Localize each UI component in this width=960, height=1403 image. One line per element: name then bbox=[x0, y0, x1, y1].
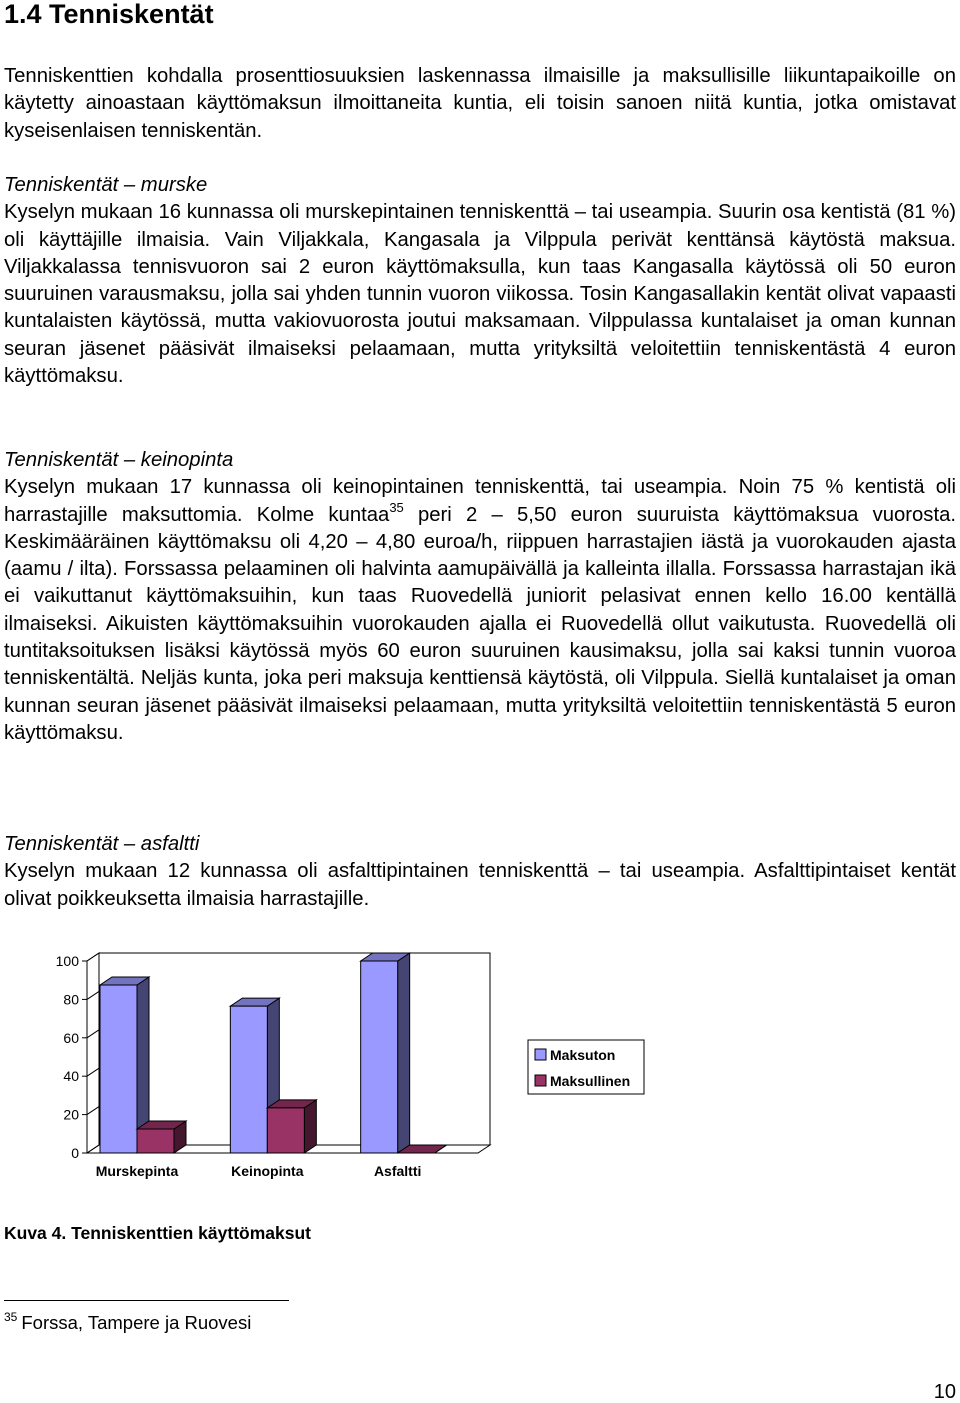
keinopinta-paragraph bbox=[4, 447, 956, 747]
legend-swatch bbox=[535, 1075, 546, 1086]
footnote-reference: 35 bbox=[389, 499, 404, 515]
x-category-label: Murskepinta bbox=[95, 1163, 179, 1179]
asfaltti-paragraph bbox=[4, 831, 956, 913]
legend-label: Maksullinen bbox=[550, 1073, 631, 1089]
footnote-text: Forssa, Tampere ja Ruovesi bbox=[21, 1312, 252, 1333]
y-tick-label: 0 bbox=[71, 1145, 79, 1161]
bar-maksullinen-murskepinta bbox=[137, 1129, 174, 1153]
legend-swatch bbox=[535, 1049, 546, 1060]
bar-side bbox=[398, 953, 410, 1153]
intro-paragraph: Tenniskenttien kohdalla prosenttiosuuksien laskennassa ilmaisille ja maksullisille liikuntapaikoille on käytetty ainoastaan käyttömaksun ilmoittaneita kuntia, eli toisin sanoen niitä kuntia, jotka omistavat kyseisenlaisen tenniskentän. bbox=[4, 65, 956, 142]
y-tick-label: 20 bbox=[63, 1106, 79, 1123]
keinopinta-text-end: peri 2 – 5,50 euron suuruista käyttömaksua vuorosta. Keskimääräinen käyttömaksu oli 4,20 – 4,80 euroa/h, riippuen harrastajien iästä ja vuorokauden ajasta (aamu / ilta). Forssassa pelaaminen oli halvinta aamupäivällä ja kalleinta illalla. Forssassa harrastajan ikä ei vaikuttanut käyttömaksuihin, kun taas Ruovedellä juniorit pelasivat ennen kello 16.00 kentällä ilmaiseksi. Aikuisten käyttömaksuihin vuorokauden ajalla ei Ruovedellä ollut vaikutusta. Ruovedellä oli tuntitaksoituksen lisäksi käytössä myös 60 euron suuruinen kausimaksu, jolla sai kaksi tunnin vuoroa tenniskentältä. Neljäs kunta, joka peri maksuja kenttiensä käytöstä, oli Vilppula. Siellä kuntalaiset ja oman kunnan seuran jäsenet pääsivät ilmaiseksi pelaamaan, mutta yrityksiltä veloitettiin tenniskentästä 5 euron käyttömaksu. bbox=[4, 503, 957, 744]
section-heading: 1.4 Tenniskentät bbox=[4, 0, 214, 29]
murske-subheading: Tenniskentät – murske bbox=[4, 174, 208, 196]
murske-paragraph bbox=[4, 172, 956, 390]
footnote-divider bbox=[4, 1300, 289, 1301]
chart-side-wall bbox=[87, 953, 99, 1153]
bar-maksuton-keinopinta bbox=[230, 1006, 267, 1153]
footnote-number: 35 bbox=[4, 1310, 18, 1324]
bar-maksuton-murskepinta bbox=[100, 985, 137, 1153]
y-tick-label: 40 bbox=[63, 1068, 79, 1085]
x-category-label: Keinopinta bbox=[231, 1163, 304, 1179]
y-tick-label: 80 bbox=[63, 991, 79, 1008]
y-tick-label: 100 bbox=[55, 953, 79, 969]
bar-maksullinen-keinopinta bbox=[267, 1108, 304, 1153]
asfaltti-subheading: Tenniskentät – asfaltti bbox=[4, 833, 200, 855]
keinopinta-text-start: Kyselyn mukaan 17 kunnassa oli keinopintainen tenniskenttä, tai useampia. Noin 75 % kentistä oli harrastajille maksuttomia. Kolme kuntaa bbox=[4, 476, 956, 526]
x-category-label: Asfaltti bbox=[373, 1163, 422, 1179]
keinopinta-subheading: Tenniskentät – keinopinta bbox=[4, 449, 234, 471]
figure-caption: Kuva 4. Tenniskenttien käyttömaksut bbox=[4, 1223, 311, 1243]
page-number: 10 bbox=[933, 1381, 956, 1403]
legend-label: Maksuton bbox=[550, 1047, 616, 1063]
y-tick-label: 60 bbox=[63, 1029, 79, 1046]
murske-text: Kyselyn mukaan 16 kunnassa oli murskepintainen tenniskenttä – tai useampia. Suurin osa kentistä (81 %) oli käyttäjille ilmaisia. Vain Viljakkala, Kangasala ja Vilppula perivät kenttänsä käytöstä maksua. Viljakkalassa tennisvuoron sai 2 euron käyttömaksulla, kun taas Kangasalla käytössä oli 50 euron suuruinen varausmaksu, jolla sai yhden tunnin vuoron viikossa. Tosin Kangasallakin kentät olivat vapaasti kuntalaisten käytössä, mutta vakiovuorosta joutui maksamaan. Vilppulassa kuntalaiset ja oman kunnan seuran jäsenet pääsivät ilmaiseksi pelaamaan, mutta yrityksiltä veloitettiin tenniskentästä 4 euron käyttömaksu. bbox=[4, 201, 956, 388]
footnote bbox=[4, 1311, 251, 1335]
asfaltti-text: Kyselyn mukaan 12 kunnassa oli asfalttipintainen tenniskenttä – tai useampia. Asfalttipintaiset kentät olivat poikkeuksetta ilmaisia harrastajille. bbox=[4, 860, 956, 910]
bar-maksuton-asfaltti bbox=[361, 961, 398, 1153]
chart-legend bbox=[528, 1040, 644, 1094]
fee-bar-chart bbox=[0, 940, 660, 1190]
bar-side bbox=[304, 1100, 316, 1153]
